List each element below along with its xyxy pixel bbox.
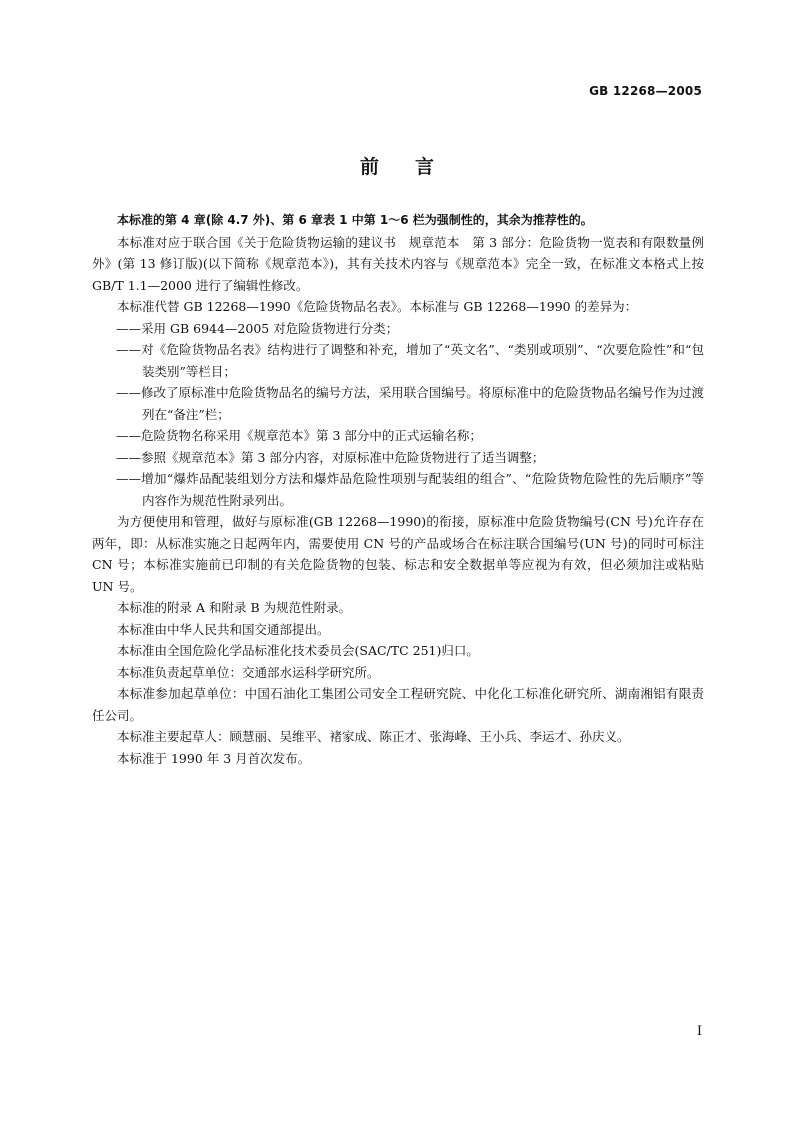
change-item: ——增加“爆炸品配装组划分方法和爆炸品危险性项别与配装组的组合”、“危险货物危险性的先后顺序”等内容作为规范性附录列出。: [116, 471, 704, 508]
paragraph-annex: 本标准的附录 A 和附录 B 为规范性附录。: [117, 600, 352, 615]
change-item: ——危险货物名称采用《规章范本》第 3 部分中的正式运输名称；: [116, 428, 482, 443]
foreword-body: [92, 210, 704, 769]
paragraph-drafters: 本标准主要起草人：顾慧丽、吴维平、褚家成、陈正才、张海峰、王小兵、李运才、孙庆义。: [117, 729, 630, 744]
paragraph-correspondence: 本标准对应于联合国《关于危险货物运输的建议书 规章范本 第 3 部分：危险货物一览表和有限数量例外》(第 13 修订版)(以下简称《规章范本》)，其有关技术内容与《规章范本》完全一致，在标准文本格式上按 GB/T 1.1—2000 进行了编辑性修改。: [92, 234, 704, 293]
change-item: ——参照《规章范本》第 3 部分内容，对原标准中危险货物进行了适当调整；: [116, 449, 545, 465]
change-item: ——修改了原标准中危险货物品名的编号方法，采用联合国编号。将原标准中的危险货物品名编号作为过渡列在“备注”栏；: [116, 385, 704, 422]
standard-code: GB 12268—2005: [589, 84, 702, 98]
paragraph-replaces: 本标准代替 GB 12268—1990《危险货物品名表》。本标准与 GB 12268—1990 的差异为：: [117, 299, 638, 314]
paragraph-mandatory-clause: 本标准的第 4 章(除 4.7 外)、第 6 章表 1 中第 1～6 栏为强制性的，其余为推荐性的。: [117, 213, 593, 227]
change-item: ——采用 GB 6944—2005 对危险货物进行分类；: [116, 320, 399, 336]
paragraph-participating-units: 本标准参加起草单位：中国石油化工集团公司安全工程研究院、中化化工标准化研究所、湖南湘铝有限责任公司。: [92, 686, 704, 723]
paragraph-proposer: 本标准由中华人民共和国交通部提出。: [117, 621, 330, 637]
paragraph-transition: 为方便使用和管理，做好与原标准(GB 12268—1990)的衔接，原标准中危险货物编号(CN 号)允许存在两年，即：从标准实施之日起两年内，需要使用 CN 号的产品或场合在标注联合国编号(UN 号)的同时可标注 CN 号；本标准实施前已印制的有关危险货物的包装、标志和安全数据单等应视为有效，但必须加注或粘贴 UN 号。: [92, 514, 704, 594]
paragraph-drafting-unit: 本标准负责起草单位：交通部水运科学研究所。: [117, 664, 380, 680]
page-title: 前言: [359, 156, 470, 178]
page-number: I: [696, 1024, 702, 1039]
change-item: ——对《危险货物品名表》结构进行了调整和补充，增加了“英文名”、“类别或项别”、“次要危险性”和“包装类别”等栏目；: [116, 342, 704, 379]
paragraph-committee: 本标准由全国危险化学品标准化技术委员会(SAC/TC 251)归口。: [117, 643, 479, 658]
paragraph-first-issue: 本标准于 1990 年 3 月首次发布。: [117, 750, 311, 766]
